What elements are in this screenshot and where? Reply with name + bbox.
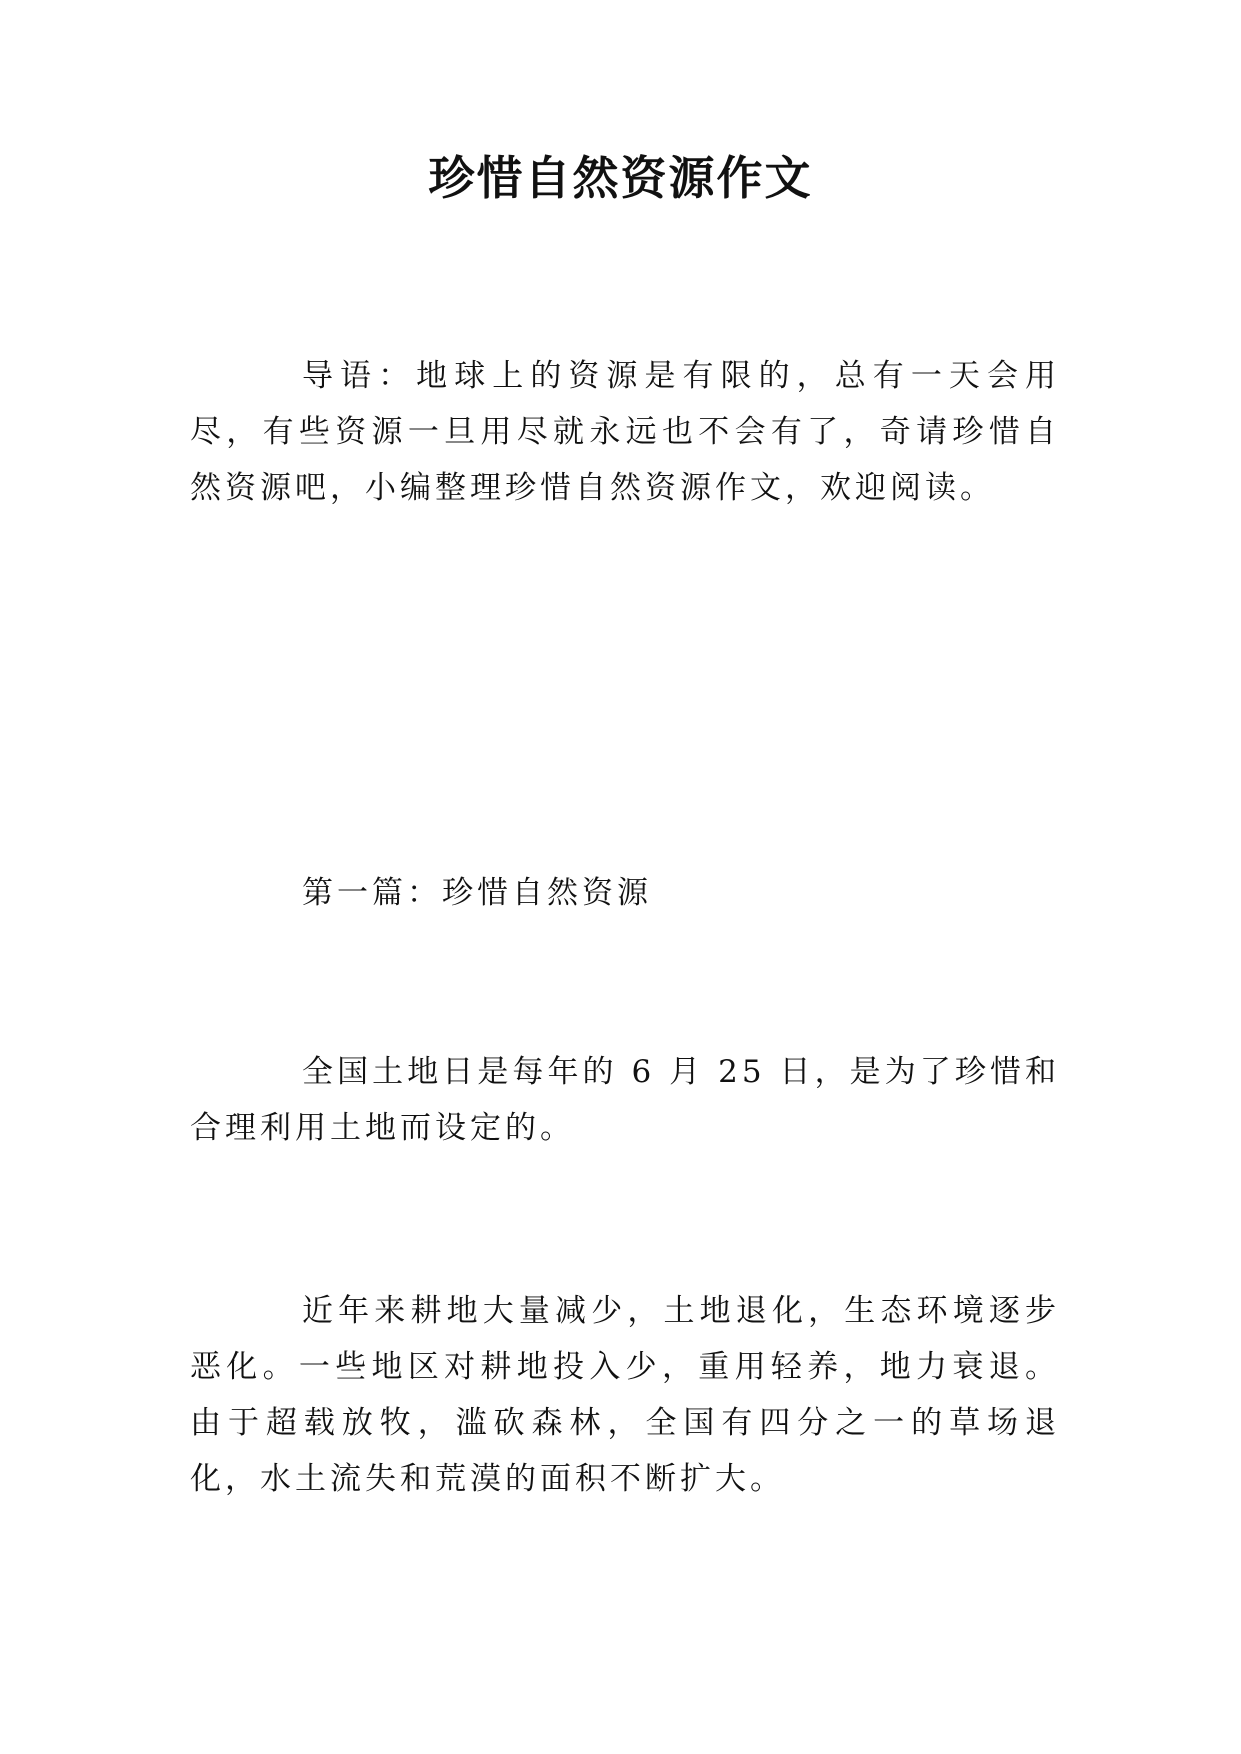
intro-paragraph: 导语：地球上的资源是有限的，总有一天会用尽，有些资源一旦用尽就永远也不会有了，奇请珍惜自然资源吧，小编整理珍惜自然资源作文，欢迎阅读。: [190, 358, 1060, 506]
body-paragraph: 近年来耕地大量减少，土地退化，生态环境逐步恶化。一些地区对耕地投入少，重用轻养，地力衰退。由于超载放牧，滥砍森林，全国有四分之一的草场退化，水土流失和荒漠的面积不断扩大。: [190, 1293, 1060, 1497]
body-paragraph: 全国土地日是每年的 6 月 25 日，是为了珍惜和合理利用土地而设定的。: [190, 1054, 1060, 1146]
page-title: 珍惜自然资源作文: [428, 151, 813, 205]
section-heading: 第一篇：珍惜自然资源: [302, 875, 652, 911]
